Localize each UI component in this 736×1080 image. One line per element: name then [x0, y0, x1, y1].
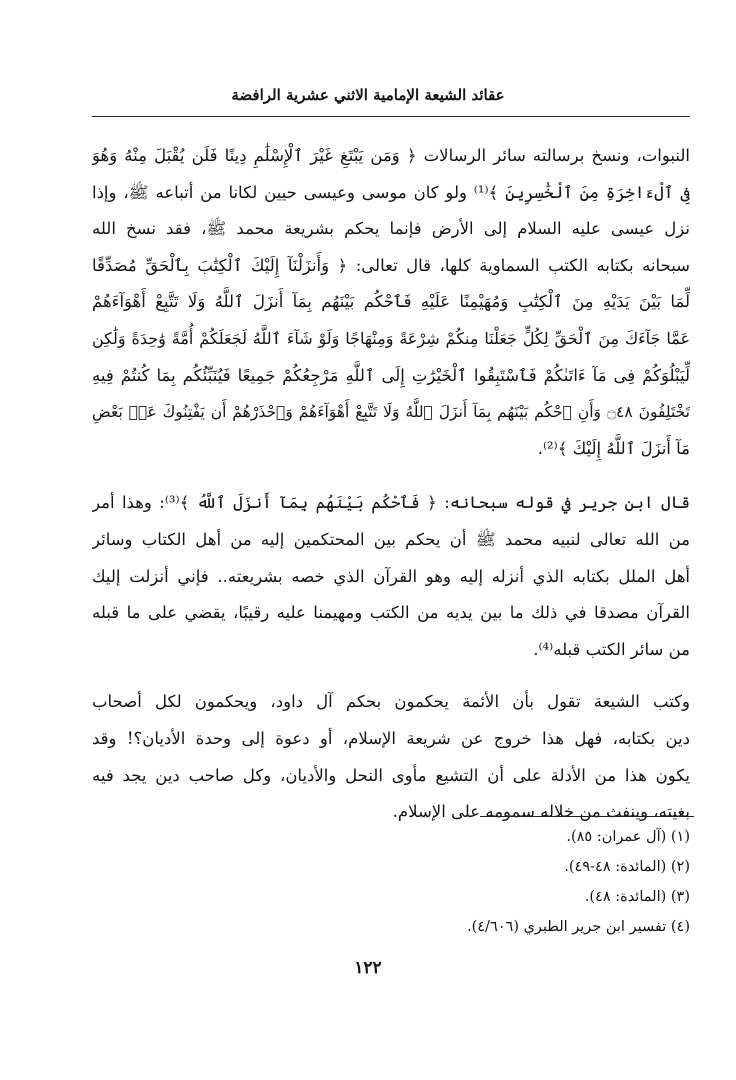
text-line: مَآ أَنزَلَ ٱللَّهُ إِلَيْكَ ﴾⁽²⁾. — [537, 438, 690, 458]
paragraph-3 — [92, 684, 690, 830]
text-line: سبحانه بكتابه الكتب السماوية كلها، قال تعالى: ﴿ وَأَنزَلْنَآ إِلَيْكَ ٱلْكِتَٰبَ بِٱلْحَقِّ مُصَدِّقًا — [92, 255, 690, 275]
text-line: يكون هذا من الأدلة على أن التشيع مأوى النحل والأديان، وكل صاحب دين يجد فيه — [92, 765, 690, 785]
footnote-3: (٣) (المائدة: ٤٨). — [584, 889, 690, 905]
text-line: أهل الملل بكتابه الذي أنزله إليه وهو القرآن الذي خصه بشريعته.. فإني أنزلت إليك — [92, 566, 690, 586]
text-line: قال ابن جرير في قوله سبحانه: ﴿ فَٱحْكُم بَيْنَهُم بِمَآ أَنزَلَ ٱللَّهُ ﴾⁽³⁾: وهذا أمر — [92, 493, 690, 513]
text-line: عَمَّا جَآءَكَ مِنَ ٱلْحَقِّ لِكُلٍّ جَعَلْنَا مِنكُمْ شِرْعَةً وَمِنْهَاجًا وَلَوْ شَآءَ ٱللَّهُ لَجَعَلَكُمْ أُمَّةً وَٰحِدَةً وَلَٰكِن — [92, 328, 690, 348]
paragraph-1 — [92, 138, 690, 467]
text-line: لِّمَا بَيْنَ يَدَيْهِ مِنَ ٱلْكِتَٰبِ وَمُهَيْمِنًا عَلَيْهِ فَٱحْكُم بَيْنَهُم بِمَآ أَنزَلَ ٱللَّهُ وَلَا تَتَّبِعْ أَهْوَآءَهُمْ — [92, 292, 690, 312]
text-line: بغيته، وينفث من خلاله سمومه على الإسلام. — [392, 802, 690, 822]
main-text — [92, 138, 690, 831]
running-header: عقائد الشيعة الإمامية الاثني عشرية الرافضة — [231, 86, 505, 104]
footnote-divider — [480, 816, 694, 817]
footnotes — [92, 822, 690, 942]
footnote-4: (٤) تفسير ابن جرير الطبري (٤/٦٠٦). — [466, 919, 690, 935]
text-line: وكتب الشيعة تقول بأن الأئمة يحكمون بحكم آل داود، ويحكمون لكل أصحاب — [92, 692, 690, 712]
text-line: تَخْتَلِفُونَ ۝٤٨ وَأَنِ ٱحْكُم بَيْنَهُم بِمَآ أَنزَلَ ٱللَّهُ وَلَا تَتَّبِعْ أَهْوَآءَهُمْ وَٱحْذَرْهُمْ أَن يَفْتِنُوكَ عَنۢ بَعْضِ — [92, 403, 690, 422]
page-number: ١٢٢ — [354, 958, 382, 978]
footnote-1: (١) (آل عمران: ٨٥). — [566, 829, 690, 845]
text-line: النبوات، ونسخ برسالته سائر الرسالات ﴿ وَمَن يَبْتَغِ غَيْرَ ٱلْإِسْلَٰمِ دِينًا فَلَن يُقْبَلَ مِنْهُ وَهُوَ — [92, 146, 690, 165]
text-line: القرآن مصدقا في ذلك ما بين يديه من الكتب ومهيمنا عليه رقيبًا، يقضي على ما قبله — [92, 603, 690, 623]
text-line: من سائر الكتب قبله⁽⁴⁾. — [533, 639, 690, 659]
text-line: من الله تعالى لنبيه محمد ﷺ أن يحكم بين المحتكمين إليه من أهل الكتاب وسائر — [92, 529, 690, 549]
paragraph-2 — [92, 485, 690, 668]
text-line: لِّيَبْلُوَكُمْ فِى مَآ ءَاتَىٰكُمْ فَٱسْتَبِقُوا ٱلْخَيْرَٰتِ إِلَى ٱللَّهِ مَرْجِعُكُمْ جَمِيعًا فَيُنَبِّئُكُم بِمَا كُنتُمْ فِيهِ — [92, 365, 690, 385]
text-line: نزل عيسى عليه السلام إلى الأرض فإنما يحكم بشريعة محمد ﷺ، فقد نسخ الله — [92, 219, 690, 239]
text-line: فِى ٱلْءَاخِرَةِ مِنَ ٱلْخَٰسِرِينَ ﴾⁽¹⁾ ولو كان موسى وعيسى حيين لكانا من أتباعه ﷺ، وإذا — [92, 182, 690, 202]
header-divider — [92, 116, 690, 117]
text-line: دين بكتابه، فهل هذا خروج عن شريعة الإسلام، أو دعوة إلى وحدة الأديان؟! وقد — [92, 728, 690, 748]
footnote-2: (٢) (المائدة: ٤٨-٤٩). — [564, 859, 690, 875]
